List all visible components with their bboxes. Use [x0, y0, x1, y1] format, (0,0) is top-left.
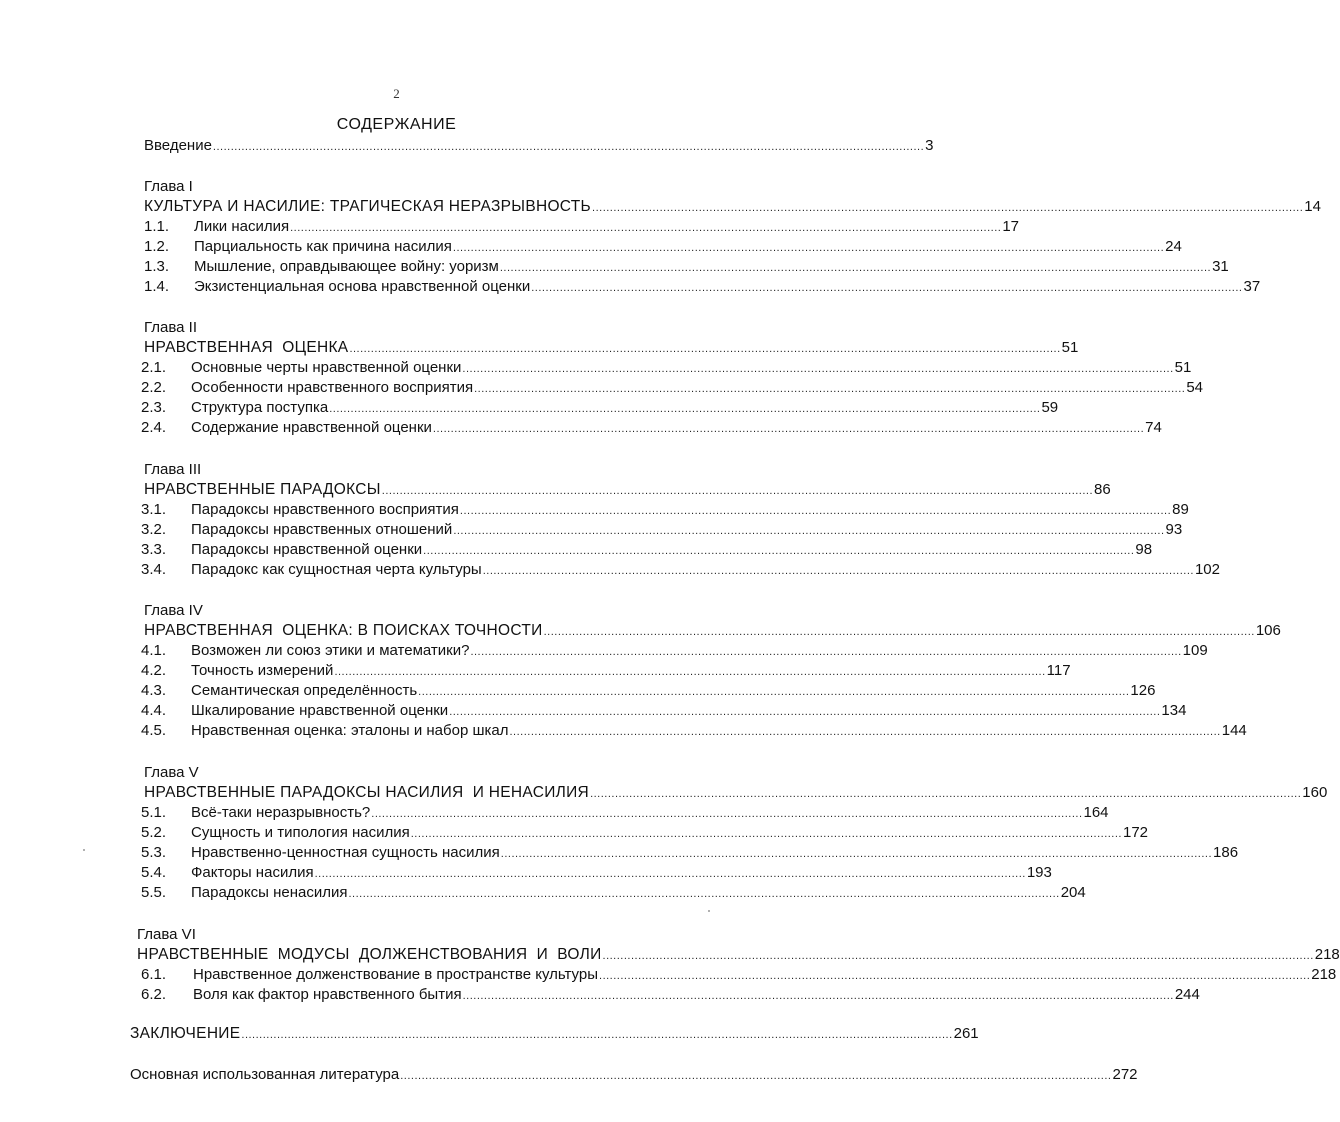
toc-subsection-entry	[141, 681, 1156, 702]
section-title: Структура поступка	[191, 399, 329, 416]
toc-subsection-entry	[144, 277, 1261, 298]
section-number: 5.5.	[141, 884, 167, 901]
leader-dots: ........................................................................................................................................................................................................	[474, 383, 1186, 395]
toc-subsection-entry	[144, 237, 1182, 258]
section-page: 24	[1165, 238, 1182, 255]
toc-entry-text: ЗАКЛЮЧЕНИЕ	[130, 1025, 241, 1042]
leader-dots: ........................................................................................................................................................................................................	[459, 505, 1172, 517]
section-page: 164	[1083, 804, 1109, 821]
section-page: 134	[1161, 702, 1187, 719]
chapter-title: НРАВСТВЕННАЯ ОЦЕНКА: В ПОИСКАХ ТОЧНОСТИ	[144, 622, 543, 639]
leader-dots: ........................................................................................................................................................................................................	[290, 222, 1002, 234]
section-page: 204	[1060, 884, 1086, 901]
leader-dots: ........................................................................................................................................................................................................	[329, 403, 1041, 415]
section-title: Лики насилия	[194, 218, 290, 235]
chapter-label: Глава I	[144, 178, 193, 195]
leader-dots: ........................................................................................................................................................................................................	[212, 141, 925, 153]
leader-dots: ........................................................................................................................................................................................................	[462, 363, 1174, 375]
leader-dots: ........................................................................................................................................................................................................	[599, 970, 1311, 982]
chapter-title-entry	[144, 480, 1111, 501]
chapter-title-entry	[144, 338, 1079, 359]
section-number: 4.3.	[141, 682, 167, 699]
toc-subsection-entry	[141, 418, 1162, 439]
chapter-page: 86	[1094, 481, 1111, 498]
scan-speck	[83, 849, 85, 851]
section-number: 1.2.	[144, 238, 170, 255]
section-title: Всё-таки неразрывность?	[191, 804, 371, 821]
section-number: 3.1.	[141, 501, 167, 518]
chapter-page: 14	[1304, 198, 1321, 215]
section-number: 5.2.	[141, 824, 167, 841]
section-title: Нравственно-ценностная сущность насилия	[191, 844, 500, 861]
leader-dots: ........................................................................................................................................................................................................	[348, 888, 1060, 900]
section-number: 1.4.	[144, 278, 170, 295]
chapter-title: КУЛЬТУРА И НАСИЛИЕ: ТРАГИЧЕСКАЯ НЕРАЗРЫВНОСТЬ	[144, 198, 592, 215]
toc-subsection-entry	[141, 985, 1200, 1006]
section-number: 3.4.	[141, 561, 167, 578]
chapter-label: Глава IV	[144, 602, 203, 619]
section-title: Парадоксы нравственных отношений	[191, 521, 453, 538]
toc-subsection-entry	[141, 721, 1247, 742]
chapter-label: Глава II	[144, 319, 198, 336]
section-title: Парциальность как причина насилия	[194, 238, 452, 255]
leader-dots: ........................................................................................................................................................................................................	[592, 202, 1304, 214]
section-title: Семантическая определённость	[191, 682, 418, 699]
section-number: 4.1.	[141, 642, 167, 659]
section-page: 117	[1046, 662, 1071, 679]
leader-dots: ........................................................................................................................................................................................................	[449, 706, 1161, 718]
section-title: Парадоксы ненасилия	[191, 884, 348, 901]
section-title: Парадокс как сущностная черта культуры	[191, 561, 482, 578]
section-title: Основные черты нравственной оценки	[191, 359, 462, 376]
section-title: Возможен ли союз этики и математики?	[191, 642, 470, 659]
toc-entry-page: 261	[953, 1025, 979, 1042]
section-page: 193	[1026, 864, 1052, 881]
toc-subsection-entry	[141, 500, 1189, 521]
section-number: 1.1.	[144, 218, 170, 235]
leader-dots: ........................................................................................................................................................................................................	[453, 525, 1165, 537]
toc-subsection-entry	[141, 520, 1183, 541]
toc-subsection-entry	[141, 823, 1149, 844]
section-number: 5.4.	[141, 864, 167, 881]
leader-dots: ........................................................................................................................................................................................................	[499, 262, 1212, 274]
toc-title: СОДЕРЖАНИЕ	[336, 116, 457, 133]
toc-subsection-entry	[141, 560, 1220, 581]
toc-entry-text: Основная использованная литература	[130, 1066, 400, 1083]
section-page: 109	[1182, 642, 1208, 659]
section-title: Шкалирование нравственной оценки	[191, 702, 449, 719]
chapter-title-entry	[144, 197, 1321, 218]
section-number: 3.3.	[141, 541, 167, 558]
toc-literature-entry	[130, 1065, 1138, 1086]
toc-intro-entry	[144, 136, 934, 157]
leader-dots: ........................................................................................................................................................................................................	[432, 423, 1145, 435]
chapter-page: 218	[1314, 946, 1340, 963]
section-page: 172	[1122, 824, 1149, 841]
section-title: Воля как фактор нравственного бытия	[193, 986, 462, 1003]
toc-subsection-entry	[141, 378, 1204, 399]
section-page: 102	[1194, 561, 1220, 578]
chapter-label: Глава VI	[137, 926, 196, 943]
leader-dots: ........................................................................................................................................................................................................	[349, 343, 1061, 355]
leader-dots: ........................................................................................................................................................................................................	[410, 828, 1122, 840]
toc-entry-page: 272	[1112, 1066, 1138, 1083]
toc-subsection-entry	[141, 398, 1059, 419]
section-number: 2.2.	[141, 379, 167, 396]
section-page: 89	[1172, 501, 1189, 518]
leader-dots: ........................................................................................................................................................................................................	[543, 626, 1255, 638]
toc-conclusion-entry	[130, 1024, 979, 1045]
leader-dots: ........................................................................................................................................................................................................	[423, 545, 1135, 557]
toc-subsection-entry	[141, 641, 1208, 662]
chapter-page: 106	[1255, 622, 1281, 639]
section-number: 2.4.	[141, 419, 167, 436]
leader-dots: ........................................................................................................................................................................................................	[500, 848, 1213, 860]
leader-dots: ........................................................................................................................................................................................................	[371, 808, 1083, 820]
section-page: 54	[1186, 379, 1204, 396]
leader-dots: ........................................................................................................................................................................................................	[314, 868, 1026, 880]
section-title: Содержание нравственной оценки	[191, 419, 432, 436]
chapter-page: 51	[1061, 339, 1079, 356]
chapter-title: НРАВСТВЕННЫЕ ПАРАДОКСЫ НАСИЛИЯ И НЕНАСИЛИЯ	[144, 784, 590, 801]
section-page: 244	[1174, 986, 1200, 1003]
section-page: 74	[1145, 419, 1162, 436]
scan-speck	[708, 910, 710, 912]
chapter-page: 160	[1302, 784, 1328, 801]
section-number: 5.1.	[141, 804, 167, 821]
section-number: 6.1.	[141, 966, 167, 983]
section-page: 93	[1165, 521, 1183, 538]
section-page: 218	[1311, 966, 1337, 983]
section-page: 144	[1221, 722, 1247, 739]
section-page: 126	[1130, 682, 1156, 699]
toc-subsection-entry	[141, 661, 1071, 682]
leader-dots: ........................................................................................................................................................................................................	[400, 1070, 1112, 1082]
leader-dots: ........................................................................................................................................................................................................	[381, 485, 1094, 497]
leader-dots: ........................................................................................................................................................................................................	[509, 726, 1221, 738]
toc-subsection-entry	[141, 965, 1337, 986]
section-title: Особенности нравственного восприятия	[191, 379, 474, 396]
section-number: 4.5.	[141, 722, 167, 739]
leader-dots: ........................................................................................................................................................................................................	[602, 950, 1314, 962]
page-number: 2	[393, 86, 400, 101]
section-page: 31	[1212, 258, 1229, 275]
section-title: Нравственная оценка: эталоны и набор шкал	[191, 722, 509, 739]
chapter-title: НРАВСТВЕННАЯ ОЦЕНКА	[144, 339, 349, 356]
toc-subsection-entry	[144, 257, 1229, 278]
chapter-title: НРАВСТВЕННЫЕ ПАРАДОКСЫ	[144, 481, 381, 498]
toc-subsection-entry	[141, 803, 1109, 824]
section-title: Экзистенциальная основа нравственной оценки	[194, 278, 531, 295]
section-number: 2.1.	[141, 359, 167, 376]
chapter-title: НРАВСТВЕННЫЕ МОДУСЫ ДОЛЖЕНСТВОВАНИЯ И ВОЛИ	[137, 946, 602, 963]
section-number: 3.2.	[141, 521, 167, 538]
leader-dots: ........................................................................................................................................................................................................	[462, 990, 1174, 1002]
leader-dots: ........................................................................................................................................................................................................	[418, 686, 1130, 698]
leader-dots: ........................................................................................................................................................................................................	[482, 565, 1194, 577]
toc-subsection-entry	[144, 217, 1020, 238]
section-number: 5.3.	[141, 844, 167, 861]
chapter-label: Глава V	[144, 764, 199, 781]
toc-subsection-entry	[141, 883, 1086, 904]
chapter-label: Глава III	[144, 461, 202, 478]
section-title: Точность измерений	[191, 662, 334, 679]
section-number: 4.2.	[141, 662, 167, 679]
section-title: Сущность и типология насилия	[191, 824, 410, 841]
section-number: 2.3.	[141, 399, 167, 416]
toc-subsection-entry	[141, 358, 1192, 379]
toc-subsection-entry	[141, 863, 1052, 884]
section-number: 6.2.	[141, 986, 167, 1003]
section-title: Мышление, оправдывающее войну: уоризм	[194, 258, 499, 275]
section-page: 59	[1041, 399, 1059, 416]
section-title: Нравственное долженствование в пространстве культуры	[193, 966, 599, 983]
toc-subsection-entry	[141, 540, 1153, 561]
section-page: 98	[1135, 541, 1153, 558]
section-number: 1.3.	[144, 258, 170, 275]
chapter-title-entry	[137, 945, 1340, 966]
chapter-title-entry	[144, 783, 1328, 804]
toc-entry-text: Введение	[144, 137, 212, 154]
section-title: Парадоксы нравственного восприятия	[191, 501, 459, 518]
section-page: 17	[1002, 218, 1020, 235]
section-page: 186	[1213, 844, 1239, 861]
section-title: Факторы насилия	[191, 864, 314, 881]
leader-dots: ........................................................................................................................................................................................................	[241, 1029, 953, 1041]
toc-entry-page: 3	[925, 137, 934, 154]
section-title: Парадоксы нравственной оценки	[191, 541, 423, 558]
leader-dots: ........................................................................................................................................................................................................	[452, 242, 1165, 254]
leader-dots: ........................................................................................................................................................................................................	[590, 788, 1302, 800]
chapter-title-entry	[144, 621, 1281, 642]
leader-dots: ........................................................................................................................................................................................................	[531, 282, 1243, 294]
section-page: 37	[1243, 278, 1261, 295]
toc-subsection-entry	[141, 843, 1239, 864]
leader-dots: ........................................................................................................................................................................................................	[334, 666, 1046, 678]
leader-dots: ........................................................................................................................................................................................................	[470, 646, 1182, 658]
section-page: 51	[1174, 359, 1192, 376]
toc-subsection-entry	[141, 701, 1187, 722]
section-number: 4.4.	[141, 702, 167, 719]
